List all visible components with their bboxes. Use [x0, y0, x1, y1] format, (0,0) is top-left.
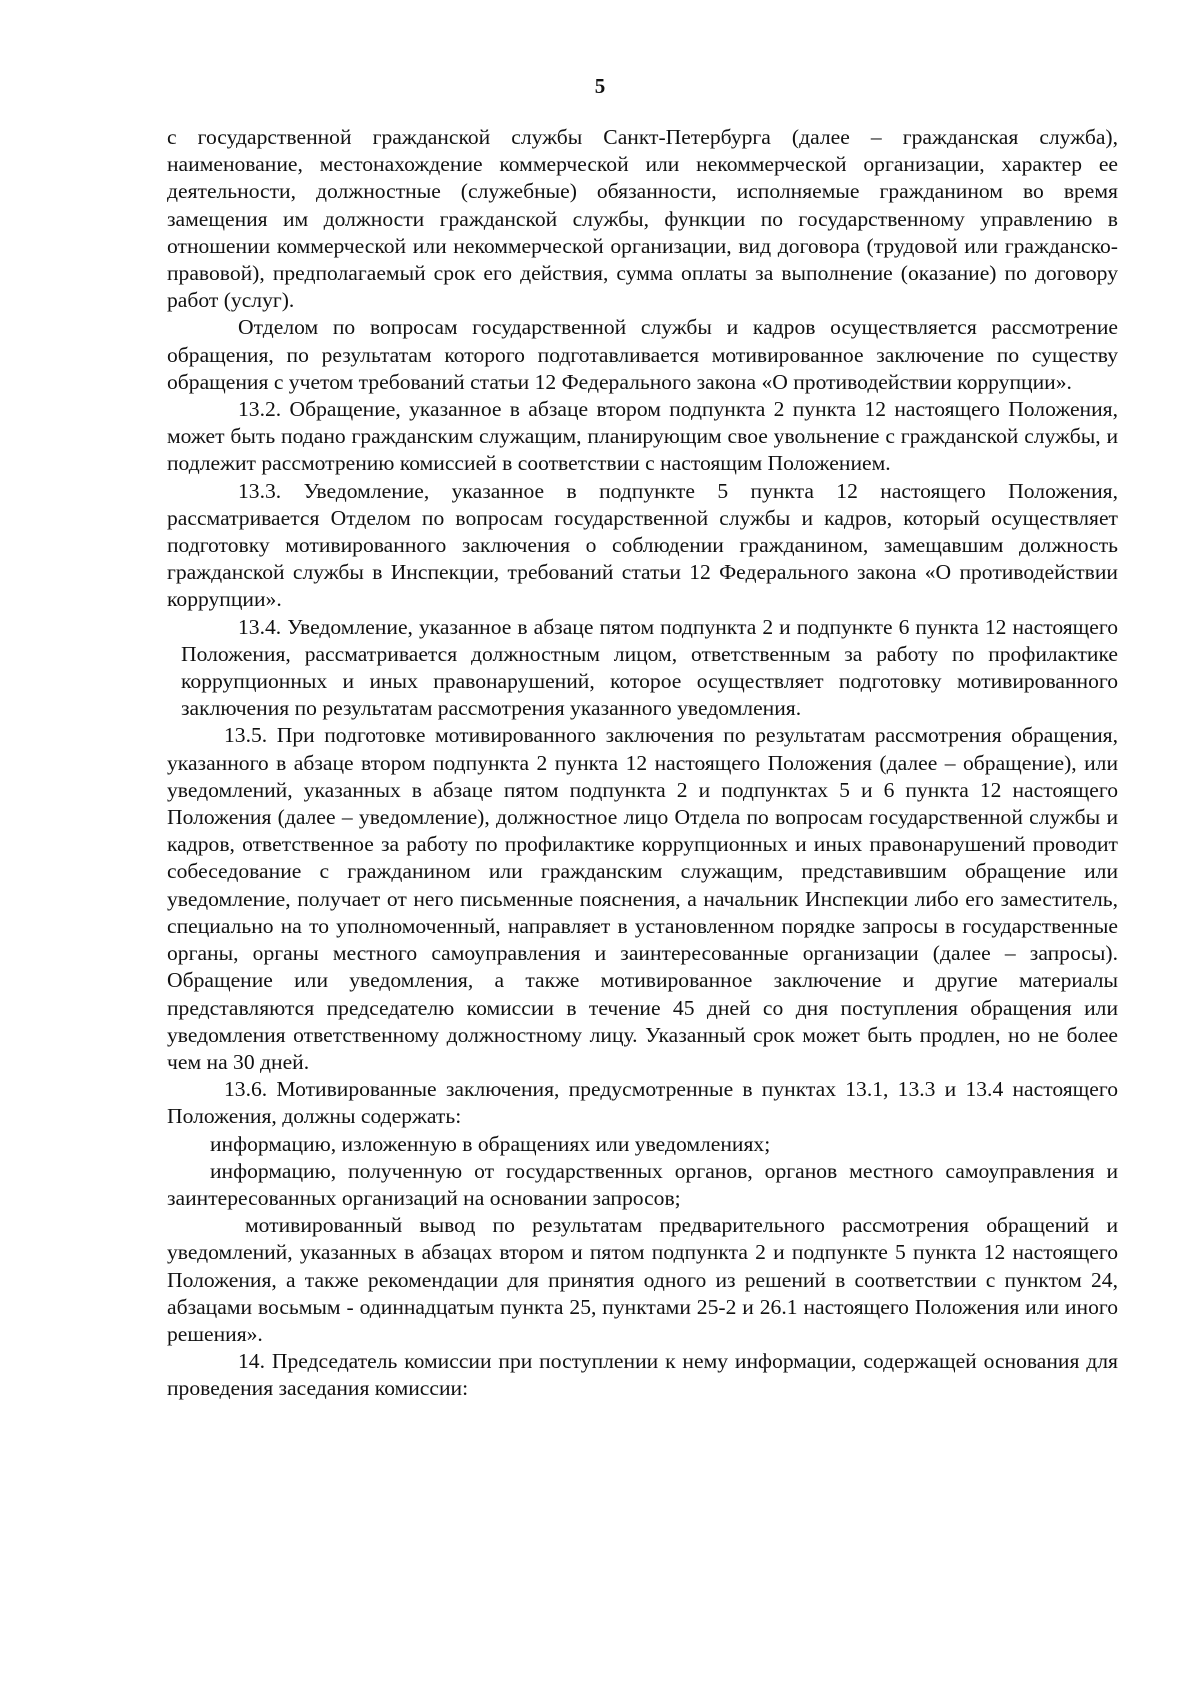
document-body: [167, 124, 1118, 1403]
paragraph-department-review: Отделом по вопросам государственной службы и кадров осуществляется рассмотрение обращения, по результатам которого подготавливается мотивированное заключение по существу обращения с учетом требований статьи 12 Федерального закона «О противодействии коррупции».: [167, 315, 1118, 394]
list-item-motivated-conclusion: мотивированный вывод по результатам предварительного рассмотрения обращений и уведомлений, указанных в абзацах втором и пятом подпункта 2 и подпункте 5 пункта 12 настоящего Положения, а также рекомендации для принятия одного из решений в соответствии с пунктом 24, абзацами восьмым - одиннадцатым пункта 25, пунктами 25-2 и 26.1 настоящего Положения или иного решения».: [167, 1213, 1118, 1346]
paragraph-13-4: 13.4. Уведомление, указанное в абзаце пятом подпункта 2 и подпункте 6 пункта 12 настоящего Положения, рассматривается должностным лицом, ответственным за работу по профилактике коррупционных и иных правонарушений, которое осуществляет подготовку мотивированного заключения по результатам рассмотрения указанного уведомления.: [181, 614, 1118, 721]
paragraph-13-2: 13.2. Обращение, указанное в абзаце втором подпункта 2 пункта 12 настоящего Положения, может быть подано гражданским служащим, планирующим свое увольнение с гражданской службы, и подлежит рассмотрению комиссией в соответствии с настоящим Положением.: [167, 397, 1118, 476]
page-number: 5: [594, 74, 606, 98]
paragraph-14: 14. Председатель комиссии при поступлении к нему информации, содержащей основания для проведения заседания комиссии:: [167, 1349, 1118, 1401]
list-item-information: информацию, изложенную в обращениях или уведомлениях;: [210, 1131, 771, 1156]
list-item-received-information: информацию, полученную от государственных органов, органов местного самоуправления и заинтересованных организаций на основании запросов;: [167, 1158, 1118, 1210]
paragraph-continuation: с государственной гражданской службы Санкт-Петербурга (далее – гражданская служба), наименование, местонахождение коммерческой или некоммерческой организации, характер ее деятельности, должностные (служебные) обязанности, исполняемые гражданином во время замещения им должности гражданской службы, функции по государственному управлению в отношении коммерческой или некоммерческой организации, вид договора (трудовой или гражданско-правовой), предполагаемый срок его действия, сумма оплаты за выполнение (оказание) по договору работ (услуг).: [167, 125, 1118, 313]
paragraph-13-6: 13.6. Мотивированные заключения, предусмотренные в пунктах 13.1, 13.3 и 13.4 настоящего Положения, должны содержать:: [167, 1077, 1118, 1129]
paragraph-13-5: 13.5. При подготовке мотивированного заключения по результатам рассмотрения обращения, указанного в абзаце втором подпункта 2 пункта 12 настоящего Положения (далее – обращение), или уведомлений, указанных в абзаце пятом подпункта 2 и подпунктах 5 и 6 пункта 12 настоящего Положения (далее – уведомление), должностное лицо Отдела по вопросам государственной службы и кадров, ответственное за работу по профилактике коррупционных и иных правонарушений проводит собеседование с гражданином или гражданским служащим, представившим обращение или уведомление, получает от него письменные пояснения, а начальник Инспекции либо его заместитель, специально на то уполномоченный, направляет в установленном порядке запросы в государственные органы, органы местного самоуправления и заинтересованные организации (далее – запросы). Обращение или уведомления, а также мотивированное заключение и другие материалы представляются председателю комиссии в течение 45 дней со дня поступления обращения или уведомления ответственному должностному лицу. Указанный срок может быть продлен, но не более чем на 30 дней.: [167, 723, 1118, 1074]
paragraph-13-3: 13.3. Уведомление, указанное в подпункте 5 пункта 12 настоящего Положения, рассматривается Отделом по вопросам государственной службы и кадров, который осуществляет подготовку мотивированного заключения о соблюдении гражданином, замещавшим должность гражданской службы в Инспекции, требований статьи 12 Федерального закона «О противодействии коррупции».: [167, 478, 1118, 612]
